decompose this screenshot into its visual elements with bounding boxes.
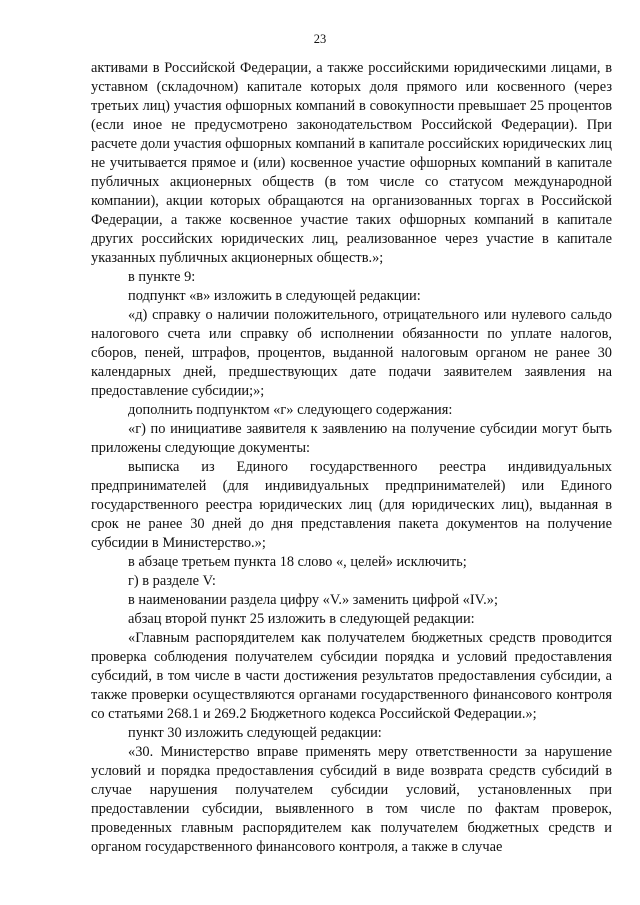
document-body — [91, 59, 612, 857]
paragraph-tax-certificate: «д) справку о наличии положительного, отрицательного или нулевого сальдо налогового счета или справку об исполнении обязанности по уплате налогов, сборов, пеней, штрафов, процентов, выданной налоговым органом не ранее 30 календарных дней, предшествующих дате подачи заявителем заявления на предоставление субсидии;»; — [91, 307, 612, 399]
page-number: 23 — [313, 32, 327, 46]
paragraph-optional-documents: «г) по инициативе заявителя к заявлению на получение субсидии могут быть приложены следующие документы: — [91, 421, 612, 456]
paragraph-section-title-change: в наименовании раздела цифру «V.» заменить цифрой «IV.»; — [128, 592, 498, 608]
paragraph-registry-extract: выписка из Единого государственного реестра индивидуальных предпринимателей (для индивидуальных предпринимателей) или Единого государственного реестра юридических лиц (для юридических лиц), выданная в срок не ранее 30 дней до дня представления пакета документов на получение субсидии в Министерство.»; — [91, 459, 612, 551]
paragraph-item-18-amendment: в абзаце третьем пункта 18 слово «, целей» исключить; — [128, 554, 467, 570]
paragraph-subitem-v-new-edition: подпункт «в» изложить в следующей редакции: — [128, 288, 421, 304]
paragraph-offshore-continuation: активами в Российской Федерации, а также российскими юридическими лицами, в уставном (складочном) капитале которых доля прямого или косвенного (через третьих лиц) участия офшорных компаний в совокупности превышает 25 процентов (если иное не предусмотрено законодательством Российской Федерации). При расчете доли участия офшорных компаний в капитале российских юридических лиц не учитывается прямое и (или) косвенное участие офшорных компаний в капитале публичных акционерных обществ (в том числе со статусом международной компании), акции которых обращаются на организованных торгах в Российской Федерации, а также косвенное участие таких офшорных компаний в капитале других российских юридических лиц, реализованное через участие в капитале указанных публичных акционерных обществ.»; — [91, 60, 612, 266]
paragraph-section-v: г) в разделе V: — [128, 573, 216, 589]
paragraph-item-9: в пункте 9: — [128, 269, 196, 285]
paragraph-compliance-check: «Главным распорядителем как получателем бюджетных средств проводится проверка соблюдения получателем субсидии порядка и условий предоставления субсидий, в том числе в части достижения результатов предоставления субсидии, а также проверки осуществляются органами государственного финансового контроля со статьями 268.1 и 269.2 Бюджетного кодекса Российской Федерации.»; — [91, 630, 612, 722]
paragraph-liability-measure: «30. Министерство вправе применять меру ответственности за нарушение условий и порядка предоставления субсидий в виде возврата средств субсидий в случае нарушения получателем субсидии условий, установленных при предоставлении субсидии, выявленного в том числе по фактам проверок, проведенных главным распорядителем как получателем бюджетных средств и органом государственного финансового контроля, а также в случае — [91, 744, 612, 855]
paragraph-add-subitem-g: дополнить подпунктом «г» следующего содержания: — [128, 402, 453, 418]
paragraph-item-25-amendment: абзац второй пункт 25 изложить в следующей редакции: — [128, 611, 475, 627]
paragraph-item-30-amendment: пункт 30 изложить следующей редакции: — [128, 725, 382, 741]
